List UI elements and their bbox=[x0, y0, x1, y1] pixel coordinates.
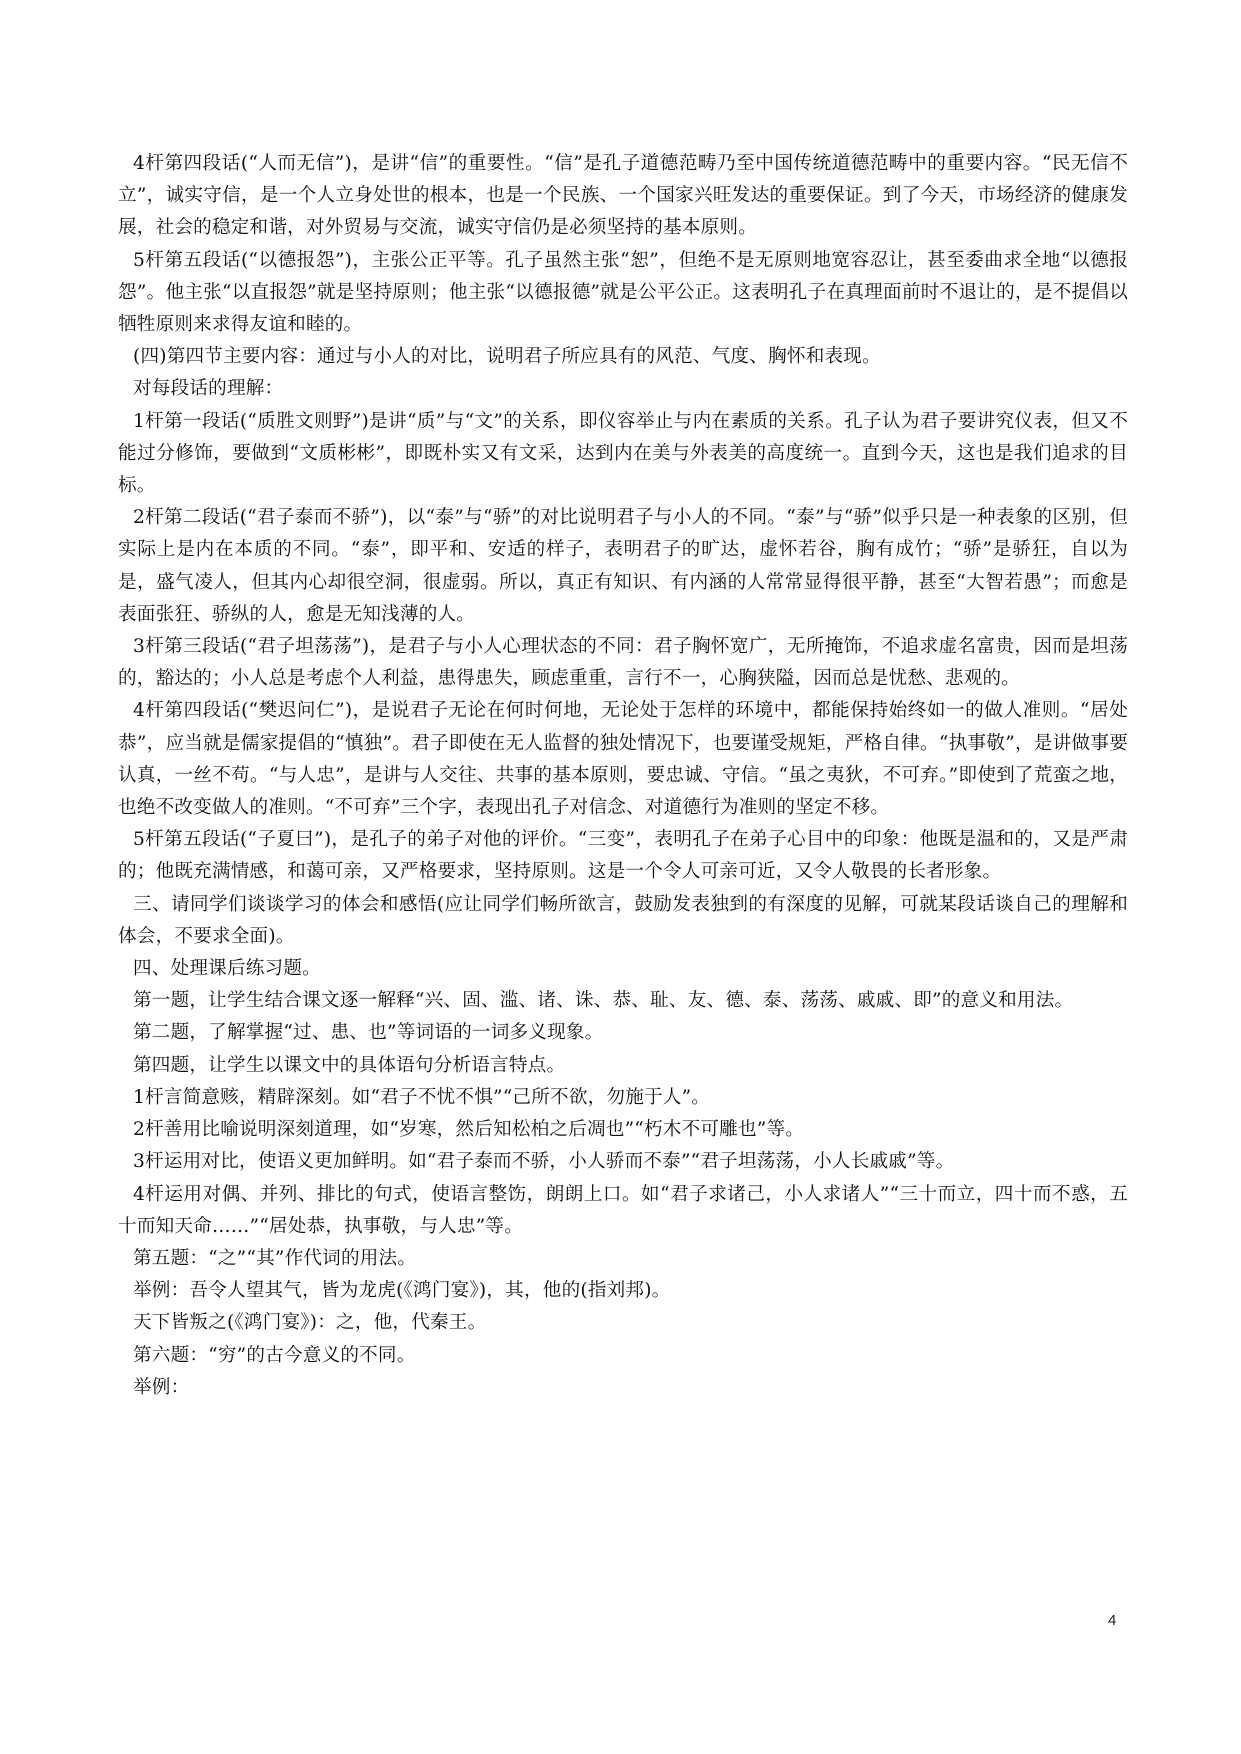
paragraph-18: 4杆运用对偶、并列、排比的句式，使语言整饬，朗朗上口。如“君子求诸己，小人求诸人”“三十而立，四十而不惑，五十而知天命……”“居处恭，执事敬，与人忠”等。 bbox=[118, 1183, 1128, 1237]
document-body bbox=[118, 148, 1128, 1404]
page-number: 4 bbox=[1108, 1612, 1117, 1629]
paragraph-21: 天下皆叛之(《鸿门宴》)：之，他，代秦王。 bbox=[133, 1312, 487, 1334]
paragraph-8: 4杆第四段话(“樊迟问仁”)，是说君子无论在何时何地，无论处于怎样的环境中，都能保持始终如一的做人准则。“居处恭”，应当就是儒家提倡的“慎独”。君子即使在无人监督的独处情况下，也要谨受规矩，严格自律。“执事敬”，是讲做事要认真，一丝不苟。“与人忠”，是讲与人交往、共事的基本原则，要忠诚、守信。“虽之夷狄，不可弃。”即使到了荒蛮之地，也绝不改变做人的准则。“不可弃”三个字，表现出孔子对信念、对道德行为准则的坚定不移。 bbox=[118, 700, 1128, 819]
paragraph-15: 1杆言简意赅，精辟深刻。如“君子不忧不惧”“己所不欲，勿施于人”。 bbox=[133, 1086, 711, 1108]
paragraph-2: 5杆第五段话(“以德报怨”)，主张公正平等。孔子虽然主张“恕”，但绝不是无原则地宽容忍让，甚至委曲求全地“以德报怨”。他主张“以直报怨”就是坚持原则；他主张“以德报德”就是公平公正。这表明孔子在真理面前时不退让的，是不提倡以牺牲原则来求得友谊和睦的。 bbox=[118, 249, 1128, 336]
paragraph-7: 3杆第三段话(“君子坦荡荡”)，是君子与小人心理状态的不同：君子胸怀宽广，无所掩饰，不追求虚名富贵，因而是坦荡的，豁达的；小人总是考虑个人利益，患得患失，顾虑重重，言行不一，心胸狭隘，因而总是忧愁、悲观的。 bbox=[118, 636, 1128, 690]
paragraph-20: 举例：吾令人望其气，皆为龙虎(《鸿门宴》)，其，他的(指刘邦)。 bbox=[133, 1280, 671, 1302]
paragraph-4: 对每段话的理解： bbox=[133, 378, 284, 400]
paragraph-23: 举例： bbox=[133, 1376, 190, 1398]
paragraph-5: 1杆第一段话(“质胜文则野”)是讲“质”与“文”的关系，即仪容举止与内在素质的关系。孔子认为君子要讲究仪表，但又不能过分修饰，要做到“文质彬彬”，即既朴实又有文采，达到内在美与外表美的高度统一。直到今天，这也是我们追求的目标。 bbox=[118, 410, 1128, 497]
paragraph-3: (四)第四节主要内容：通过与小人的对比，说明君子所应具有的风范、气度、胸怀和表现。 bbox=[133, 346, 881, 368]
paragraph-16: 2杆善用比喻说明深刻道理，如“岁寒，然后知松柏之后凋也”“朽木不可雕也”等。 bbox=[133, 1119, 805, 1141]
paragraph-22: 第六题：“穷”的古今意义的不同。 bbox=[133, 1344, 416, 1366]
paragraph-9: 5杆第五段话(“子夏曰”)，是孔子的弟子对他的评价。“三变”，表明孔子在弟子心目中的印象：他既是温和的，又是严肃的；他既充满情感，和蔼可亲，又严格要求，坚持原则。这是一个令人可亲可近，又令人敬畏的长者形象。 bbox=[118, 829, 1128, 883]
paragraph-13: 第二题，了解掌握“过、患、也”等词语的一词多义现象。 bbox=[133, 1022, 604, 1044]
paragraph-11: 四、处理课后练习题。 bbox=[133, 958, 321, 980]
paragraph-14: 第四题，让学生以课文中的具体语句分析语言特点。 bbox=[133, 1054, 566, 1076]
paragraph-17: 3杆运用对比，使语义更加鲜明。如“君子泰而不骄，小人骄而不泰”“君子坦荡荡，小人长戚戚”等。 bbox=[133, 1151, 955, 1173]
paragraph-12: 第一题，让学生结合课文逐一解释“兴、固、滥、诸、诛、恭、耻、友、德、泰、荡荡、戚戚、即”的意义和用法。 bbox=[133, 990, 1074, 1012]
paragraph-1: 4杆第四段话(“人而无信”)，是讲“信”的重要性。“信”是孔子道德范畴乃至中国传统道德范畴中的重要内容。“民无信不立”，诚实守信，是一个人立身处世的根本，也是一个民族、一个国家兴旺发达的重要保证。到了今天，市场经济的健康发展，社会的稳定和谐，对外贸易与交流，诚实守信仍是必须坚持的基本原则。 bbox=[118, 153, 1128, 239]
paragraph-6: 2杆第二段话(“君子泰而不骄”)，以“泰”与“骄”的对比说明君子与小人的不同。“泰”与“骄”似乎只是一种表象的区别，但实际上是内在本质的不同。“泰”，即平和、安适的样子，表明君子的旷达，虚怀若谷，胸有成竹；“骄”是骄狂，自以为是，盛气凌人，但其内心却很空洞，很虚弱。所以，真正有知识、有内涵的人常常显得很平静，甚至“大智若愚”；而愈是表面张狂、骄纵的人，愈是无知浅薄的人。 bbox=[118, 507, 1128, 625]
paragraph-10: 三、请同学们谈谈学习的体会和感悟(应让同学们畅所欲言，鼓励发表独到的有深度的见解，可就某段话谈自己的理解和体会，不要求全面)。 bbox=[118, 893, 1128, 947]
paragraph-19: 第五题：“之”“其”作代词的用法。 bbox=[133, 1247, 417, 1269]
